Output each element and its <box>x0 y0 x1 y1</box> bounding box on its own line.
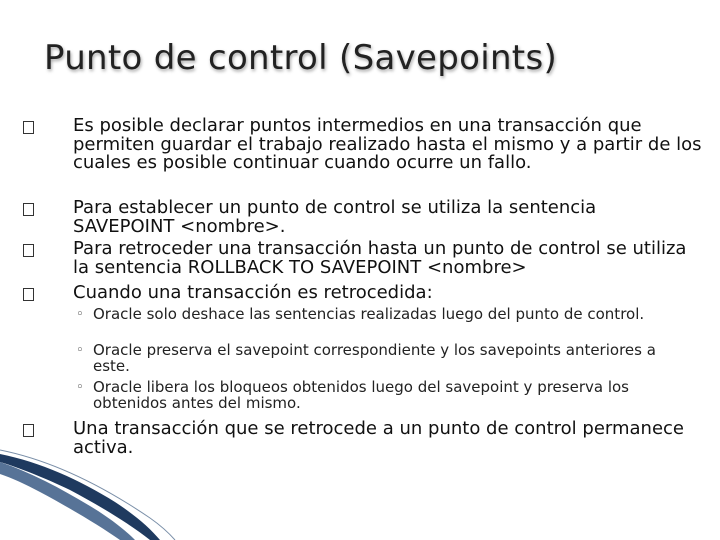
bullet-item <box>73 284 703 303</box>
bullet-text: Es posible declarar puntos intermedios en una transacción que permiten guardar el trabajo realizado hasta el mismo y a partir de los cuales es posible continuar cuando ocurre un fallo. <box>73 115 702 173</box>
square-bullet-icon <box>23 121 34 134</box>
square-bullet-icon <box>23 244 34 257</box>
ring-bullet-icon: ◦ <box>76 307 84 322</box>
bullet-item <box>73 199 703 236</box>
bullet-item <box>73 117 703 173</box>
bullet-text: Para retroceder una transacción hasta un punto de control se utiliza la sentencia ROLLBACK TO SAVEPOINT <nombre> <box>73 238 687 278</box>
slide-title: Punto de control (Savepoints) <box>44 38 558 78</box>
bullet-text: Para establecer un punto de control se utiliza la sentencia SAVEPOINT <nombre>. <box>73 197 597 237</box>
sub-bullet-item <box>76 305 693 323</box>
sub-bullet-text: Oracle solo deshace las sentencias realizadas luego del punto de control. <box>93 305 645 323</box>
ring-bullet-icon: ◦ <box>76 343 84 358</box>
bullet-item <box>73 240 703 277</box>
bullet-text: Una transacción que se retrocede a un punto de control permanece activa. <box>73 418 684 458</box>
square-bullet-icon <box>23 203 34 216</box>
square-bullet-icon <box>23 424 34 437</box>
sub-bullet-text: Oracle libera los bloqueos obtenidos luego del savepoint y preserva los obtenidos antes del mismo. <box>93 378 629 412</box>
sub-bullet-item <box>76 378 693 412</box>
sub-bullet-item <box>76 341 693 375</box>
sub-bullet-text: Oracle preserva el savepoint correspondiente y los savepoints anteriores a este. <box>93 341 656 375</box>
decorative-swoosh <box>0 440 720 540</box>
bullet-text: Cuando una transacción es retrocedida: <box>73 282 433 303</box>
square-bullet-icon <box>23 288 34 301</box>
ring-bullet-icon: ◦ <box>76 380 84 395</box>
